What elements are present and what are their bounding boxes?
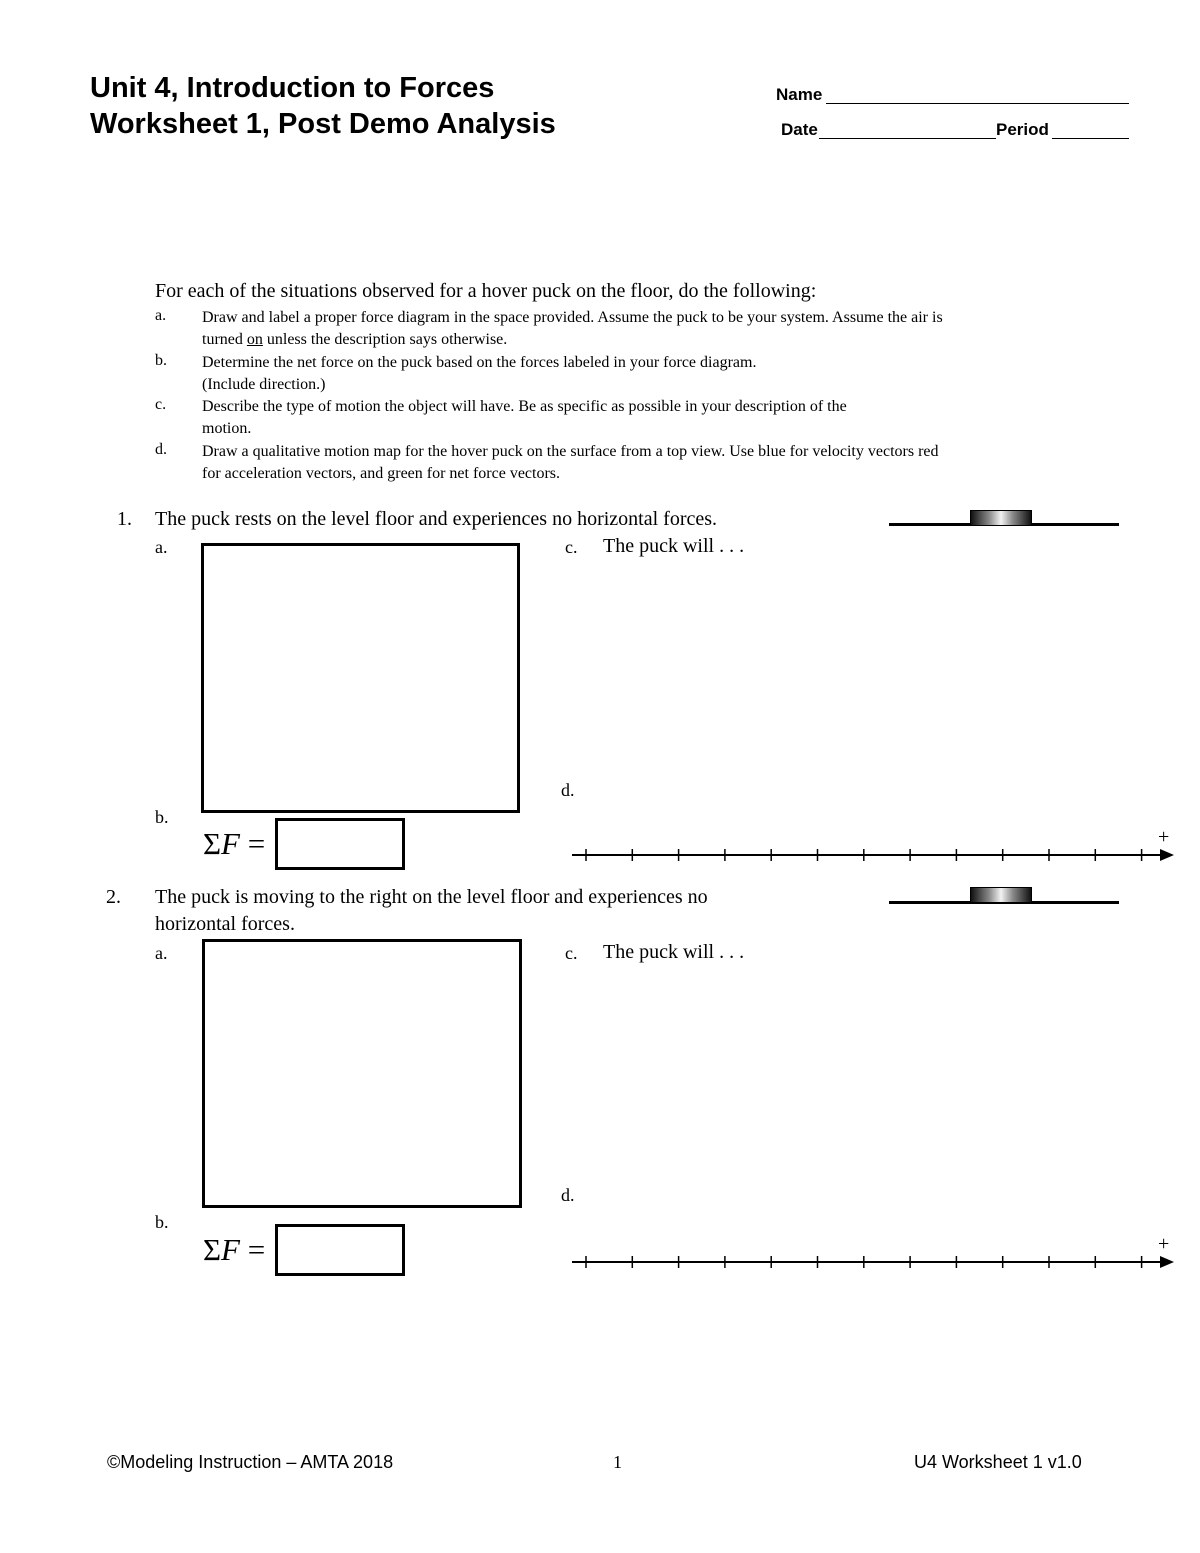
net-force-expression-2: [203, 1232, 265, 1268]
question-2-line1: The puck is moving to the right on the level floor and experiences no: [155, 886, 708, 908]
question-2-text: [155, 884, 708, 938]
instruction-b-text: [202, 352, 756, 396]
question-2-label-c: c.: [565, 943, 578, 963]
question-2-label-b: b.: [155, 1212, 169, 1232]
instruction-b-line2: (Include direction.): [202, 376, 326, 393]
worksheet-subtitle: Worksheet 1, Post Demo Analysis: [90, 108, 556, 140]
force-variable: F: [221, 826, 240, 861]
motion-map-axis-2[interactable]: [560, 1242, 1185, 1282]
page-number: 1: [613, 1452, 622, 1472]
instruction-a-letter: a.: [155, 307, 167, 324]
sigma-symbol: Σ: [203, 1232, 222, 1267]
net-force-answer-box-2[interactable]: [275, 1224, 405, 1276]
motion-map-1-plus: +: [1158, 826, 1170, 848]
question-1-line1: The puck rests on the level floor and experiences no horizontal forces.: [155, 508, 718, 530]
sigma-symbol: Σ: [203, 826, 222, 861]
axis-arrowhead: [1160, 849, 1174, 861]
instruction-a-line2: turned on unless the description says otherwise.: [202, 331, 508, 348]
name-field[interactable]: [826, 103, 1129, 104]
question-1-label-a: a.: [155, 537, 168, 557]
question-2-label-a: a.: [155, 943, 168, 963]
equals-sign: =: [247, 1232, 266, 1267]
instruction-c-letter: c.: [155, 396, 167, 413]
question-1-text: [155, 506, 717, 533]
question-1-c-prompt: The puck will . . .: [603, 535, 745, 557]
net-force-expression-1: [203, 826, 265, 862]
question-2-c-prompt: The puck will . . .: [603, 941, 745, 963]
question-1-answer-area[interactable]: [590, 565, 1150, 775]
force-diagram-box-1[interactable]: [201, 543, 520, 813]
question-2-line2: horizontal forces.: [155, 913, 295, 935]
instruction-d-letter: d.: [155, 441, 167, 458]
instruction-b-line1: Determine the net force on the puck based on the forces labeled in your force diagram.: [202, 354, 757, 371]
question-2-label-d: d.: [561, 1185, 575, 1205]
force-diagram-box-2[interactable]: [202, 939, 522, 1208]
instruction-c-line1: Describe the type of motion the object will have. Be as specific as possible in your description of the: [202, 398, 847, 415]
instruction-b-letter: b.: [155, 352, 167, 369]
name-label: Name: [776, 85, 823, 104]
question-1-number: 1.: [117, 508, 132, 530]
instruction-d-text: [202, 441, 939, 485]
hover-puck-icon: [970, 510, 1032, 526]
instruction-a-text: [202, 307, 943, 351]
worksheet-title: Unit 4, Introduction to Forces: [90, 72, 495, 104]
instructions-intro: For each of the situations observed for a hover puck on the floor, do the following:: [155, 280, 817, 302]
footer-copyright: ©Modeling Instruction – AMTA 2018: [107, 1452, 394, 1472]
underlined-on: on: [246, 331, 263, 348]
question-2-answer-area[interactable]: [590, 972, 1150, 1182]
instruction-d-line2: for acceleration vectors, and green for net force vectors.: [202, 465, 561, 482]
date-label: Date: [781, 120, 818, 139]
instruction-c-text: [202, 396, 847, 440]
instruction-d-line1: Draw a qualitative motion map for the hover puck on the surface from a top view. Use blue for velocity vectors red: [202, 443, 939, 460]
force-variable: F: [221, 1232, 240, 1267]
footer-version: U4 Worksheet 1 v1.0: [914, 1452, 1082, 1472]
equals-sign: =: [247, 826, 266, 861]
instruction-a-line1: Draw and label a proper force diagram in the space provided. Assume the puck to be your system. Assume the air is: [202, 309, 943, 326]
instruction-c-line2: motion.: [202, 420, 252, 437]
question-2-number: 2.: [106, 886, 121, 908]
period-label: Period: [996, 120, 1049, 139]
date-field[interactable]: [819, 138, 996, 139]
motion-map-2-plus: +: [1158, 1233, 1170, 1255]
net-force-answer-box-1[interactable]: [275, 818, 405, 870]
period-field[interactable]: [1052, 138, 1129, 139]
question-1-label-c: c.: [565, 537, 578, 557]
motion-map-axis-1[interactable]: [560, 835, 1185, 875]
axis-arrowhead: [1160, 1256, 1174, 1268]
hover-puck-icon: [970, 887, 1032, 903]
question-1-label-b: b.: [155, 807, 169, 827]
question-1-label-d: d.: [561, 780, 575, 800]
